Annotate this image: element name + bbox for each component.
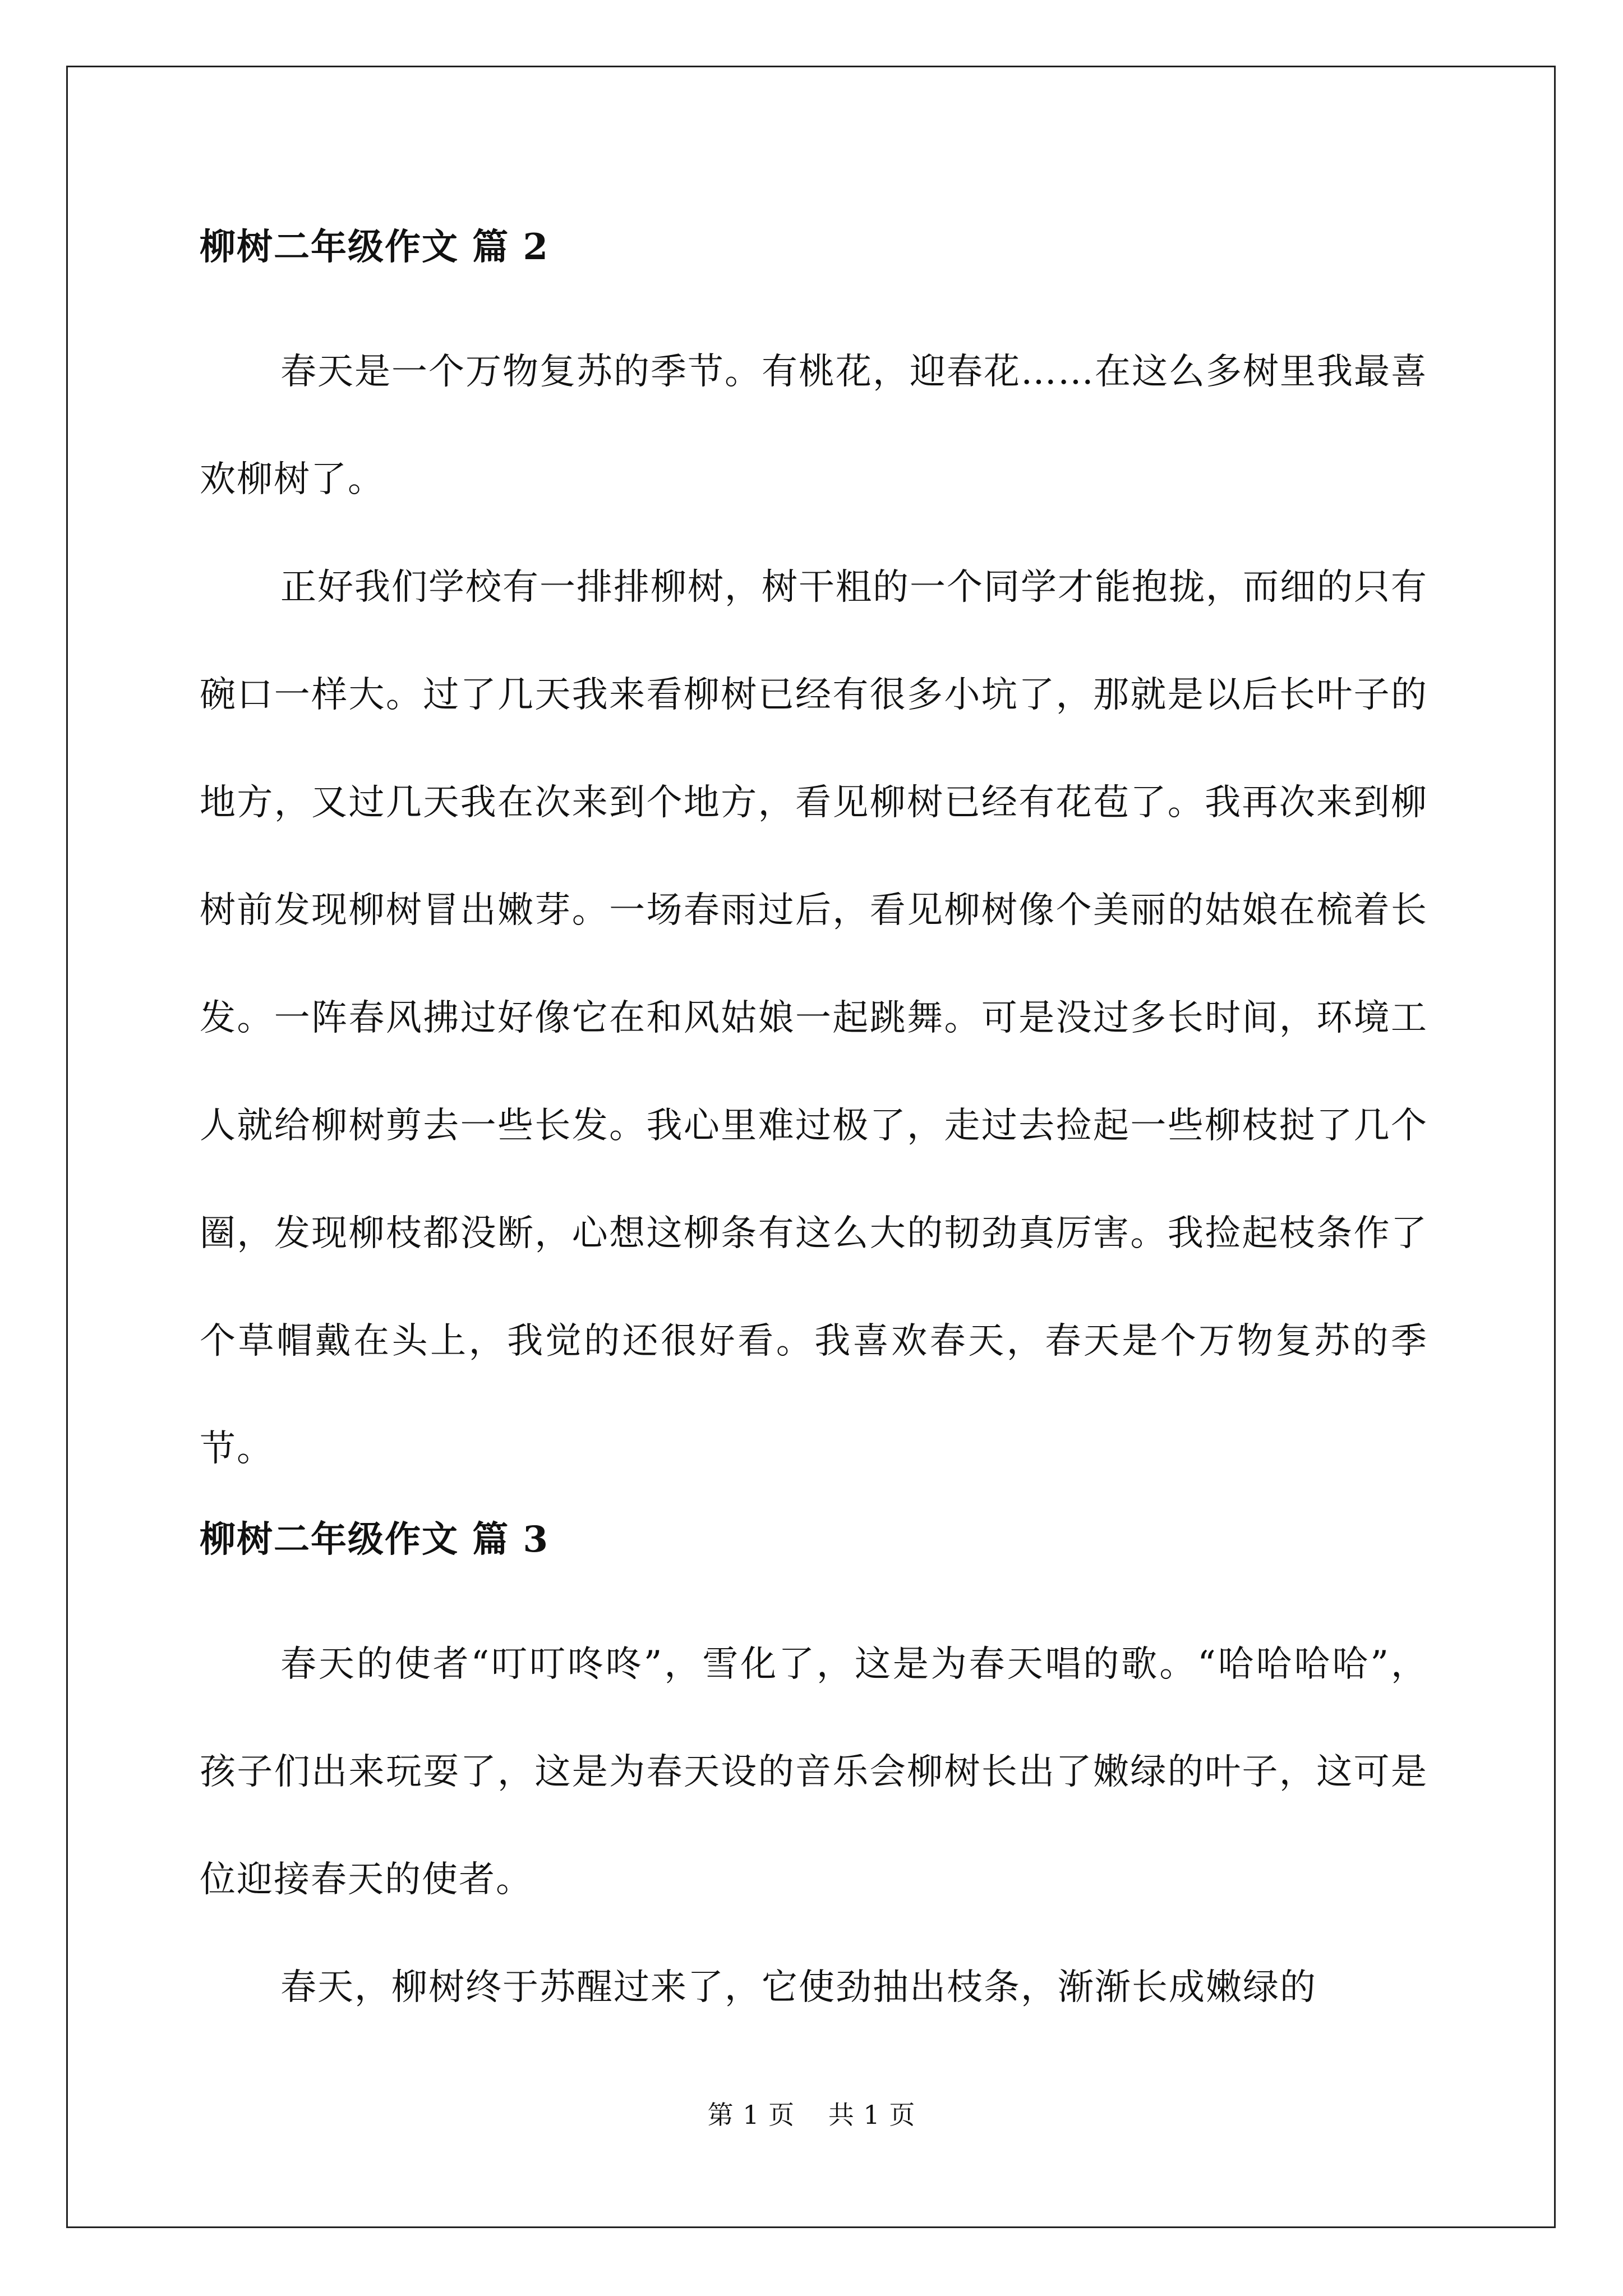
paragraph: 春天，柳树终于苏醒过来了，它使劲抽出枝条，渐渐长成嫩绿的 bbox=[280, 1967, 1317, 2008]
paragraph: 正好我们学校有一排排柳树，树干粗的一个同学才能抱拢，而细的只有碗口一样大。过了几天我来看柳树已经有很多小坑了，那就是以后长叶子的地方，又过几天我在次来到个地方，看见柳树已经有花苞了。我再次来到柳树前发现柳树冒出嫩芽。一场春雨过后，看见柳树像个美丽的姑娘在梳着长发。一阵春风拂过好像它在和风姑娘一起跳舞。可是没过多长时间，环境工人就给柳树剪去一些长发。我心里难过极了，走过去捡起一些柳枝挝了几个圈，发现柳枝都没断，心想这柳条有这么大的韧劲真厉害。我捡起枝条作了个草帽戴在头上，我觉的还很好看。我喜欢春天，春天是个万物复苏的季节。 bbox=[200, 567, 1428, 1470]
section-3 bbox=[200, 1503, 1428, 2041]
section-title: 柳树二年级作文 篇 2 bbox=[200, 226, 550, 268]
paragraph: 春天是一个万物复苏的季节。有桃花，迎春花……在这么多树里我最喜欢柳树了。 bbox=[200, 351, 1428, 500]
page-number-total: 共 1 页 bbox=[828, 2100, 916, 2130]
document-body bbox=[200, 210, 1428, 2041]
section-2 bbox=[200, 210, 1428, 1503]
paragraph: 春天的使者“叮叮咚咚”，雪化了，这是为春天唱的歌。“哈哈哈哈”，孩子们出来玩耍了，这是为春天设的音乐会柳树长出了嫩绿的叶子，这可是位迎接春天的使者。 bbox=[200, 1644, 1428, 1901]
page-footer bbox=[0, 2098, 1623, 2132]
section-title: 柳树二年级作文 篇 3 bbox=[200, 1519, 550, 1561]
page-number-current: 第 1 页 bbox=[707, 2100, 795, 2130]
